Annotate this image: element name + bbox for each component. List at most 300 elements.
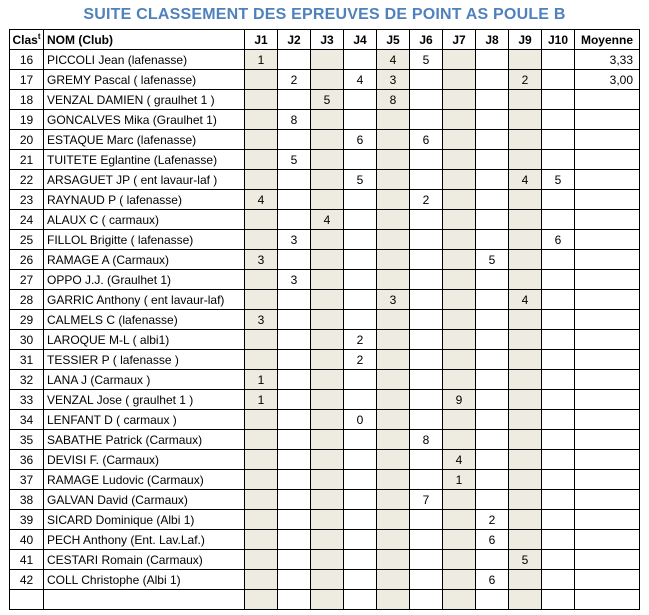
score-cell-j6: 7	[410, 490, 443, 510]
rank-cell: 17	[10, 70, 44, 90]
score-cell-j2: 3	[278, 270, 311, 290]
average-cell	[575, 290, 640, 310]
score-cell-j8	[476, 190, 509, 210]
score-cell-j4: 6	[344, 130, 377, 150]
score-cell-j5: 3	[377, 290, 410, 310]
rank-cell: 39	[10, 510, 44, 530]
score-cell-j1: 4	[245, 190, 278, 210]
score-cell-j6: 2	[410, 190, 443, 210]
score-cell-j5	[377, 190, 410, 210]
score-cell-j8: 6	[476, 570, 509, 590]
score-cell-j1	[245, 70, 278, 90]
rank-cell: 31	[10, 350, 44, 370]
score-cell-j6	[410, 450, 443, 470]
score-cell-j1: 3	[245, 310, 278, 330]
rank-cell: 24	[10, 210, 44, 230]
score-cell-j5	[377, 430, 410, 450]
score-cell-j7	[443, 510, 476, 530]
score-cell-j1	[245, 510, 278, 530]
score-cell-j5: 3	[377, 70, 410, 90]
rank-header-sup: t	[37, 32, 41, 41]
score-cell-j6	[410, 530, 443, 550]
score-cell-j5	[377, 510, 410, 530]
score-cell-j2	[278, 250, 311, 270]
score-cell-j2	[278, 190, 311, 210]
score-cell-j2: 5	[278, 150, 311, 170]
table-row	[10, 410, 640, 430]
score-cell-j3	[311, 130, 344, 150]
score-cell-j4	[344, 90, 377, 110]
score-cell-j10	[542, 250, 575, 270]
header-row	[10, 30, 640, 50]
table-row	[10, 350, 640, 370]
table-row	[10, 510, 640, 530]
table-row	[10, 270, 640, 290]
table-row	[10, 130, 640, 150]
score-cell-j9	[509, 50, 542, 70]
score-cell-j8	[476, 390, 509, 410]
score-cell-j10	[542, 270, 575, 290]
score-cell-j10	[542, 150, 575, 170]
player-name-cell: GARRIC Anthony ( ent lavaur-laf)	[44, 290, 245, 310]
score-cell-j1	[245, 550, 278, 570]
average-cell	[575, 90, 640, 110]
score-cell-j3	[311, 570, 344, 590]
score-cell-j10: 5	[542, 170, 575, 190]
score-cell-j8	[476, 270, 509, 290]
score-cell-j1	[245, 290, 278, 310]
score-cell-j9: 4	[509, 290, 542, 310]
score-cell-j3	[311, 350, 344, 370]
score-cell-j3	[311, 50, 344, 70]
score-cell-j5	[377, 350, 410, 370]
rank-cell: 36	[10, 450, 44, 470]
player-name-cell: FILLOL Brigitte ( lafenasse)	[44, 230, 245, 250]
score-cell-j10	[542, 410, 575, 430]
average-cell	[575, 270, 640, 290]
score-cell-j2	[278, 50, 311, 70]
score-cell-j9	[509, 490, 542, 510]
score-cell-j1	[245, 530, 278, 550]
score-cell-j1	[245, 90, 278, 110]
player-name-cell: GALVAN David (Carmaux)	[44, 490, 245, 510]
score-cell-j3	[311, 190, 344, 210]
score-cell-j10	[542, 510, 575, 530]
score-cell-j10	[542, 190, 575, 210]
table-body	[10, 50, 640, 610]
score-cell-j4	[344, 50, 377, 70]
score-cell-j5	[377, 170, 410, 190]
score-cell-j2	[278, 430, 311, 450]
rank-cell: 16	[10, 50, 44, 70]
score-cell-j5	[377, 390, 410, 410]
player-name-cell: TUITETE Eglantine (Lafenasse)	[44, 150, 245, 170]
rank-cell: 21	[10, 150, 44, 170]
score-cell-j2	[278, 410, 311, 430]
score-cell-j9: 4	[509, 170, 542, 190]
table-row	[10, 150, 640, 170]
score-cell-j7: 9	[443, 390, 476, 410]
score-cell-j6: 6	[410, 130, 443, 150]
table-row	[10, 450, 640, 470]
score-cell-j9	[509, 110, 542, 130]
player-name-cell: SABATHE Patrick (Carmaux)	[44, 430, 245, 450]
player-name-cell: GONCALVES Mika (Graulhet 1)	[44, 110, 245, 130]
score-cell-j4: 4	[344, 70, 377, 90]
score-cell-j8	[476, 490, 509, 510]
table-row	[10, 170, 640, 190]
rank-cell: 35	[10, 430, 44, 450]
average-cell	[575, 410, 640, 430]
score-cell-j6: 5	[410, 50, 443, 70]
score-cell-j8	[476, 170, 509, 190]
score-cell-j10	[542, 110, 575, 130]
score-cell-j7	[443, 90, 476, 110]
score-cell-j7	[443, 410, 476, 430]
player-name-cell: TESSIER P ( lafenasse )	[44, 350, 245, 370]
rank-cell: 33	[10, 390, 44, 410]
score-cell-j8	[476, 150, 509, 170]
average-cell	[575, 510, 640, 530]
score-cell-j6	[410, 590, 443, 610]
score-cell-j6	[410, 410, 443, 430]
score-cell-j5	[377, 370, 410, 390]
score-cell-j1	[245, 470, 278, 490]
score-cell-j4	[344, 370, 377, 390]
score-cell-j3	[311, 430, 344, 450]
table-row	[10, 390, 640, 410]
score-cell-j2	[278, 350, 311, 370]
score-cell-j9	[509, 230, 542, 250]
score-cell-j2: 8	[278, 110, 311, 130]
rank-cell: 34	[10, 410, 44, 430]
score-cell-j8	[476, 450, 509, 470]
score-cell-j7	[443, 130, 476, 150]
rank-cell: 42	[10, 570, 44, 590]
rank-cell: 23	[10, 190, 44, 210]
score-cell-j7: 1	[443, 470, 476, 490]
score-cell-j6	[410, 210, 443, 230]
score-cell-j2	[278, 470, 311, 490]
score-cell-j2	[278, 210, 311, 230]
score-cell-j10	[542, 330, 575, 350]
table-row	[10, 570, 640, 590]
score-cell-j7	[443, 150, 476, 170]
score-cell-j5	[377, 330, 410, 350]
player-name-cell: LENFANT D ( carmaux )	[44, 410, 245, 430]
score-cell-j8	[476, 230, 509, 250]
score-cell-j7	[443, 430, 476, 450]
score-cell-j2	[278, 290, 311, 310]
score-cell-j10	[542, 530, 575, 550]
score-cell-j9	[509, 370, 542, 390]
round-header-j6: J6	[410, 30, 443, 50]
score-cell-j10	[542, 350, 575, 370]
player-name-cell: CESTARI Romain (Carmaux)	[44, 550, 245, 570]
score-cell-j4: 2	[344, 330, 377, 350]
player-name-cell: ESTAQUE Marc (lafenasse)	[44, 130, 245, 150]
average-cell	[575, 330, 640, 350]
score-cell-j6	[410, 510, 443, 530]
score-cell-j6	[410, 270, 443, 290]
score-cell-j5	[377, 590, 410, 610]
score-cell-j9	[509, 90, 542, 110]
score-cell-j9	[509, 430, 542, 450]
score-cell-j5: 8	[377, 90, 410, 110]
score-cell-j5	[377, 110, 410, 130]
score-cell-j6	[410, 230, 443, 250]
score-cell-j6	[410, 350, 443, 370]
score-cell-j4	[344, 590, 377, 610]
round-header-j7: J7	[443, 30, 476, 50]
score-cell-j7	[443, 530, 476, 550]
rank-header: Clas$^t$	[10, 30, 44, 50]
score-cell-j1	[245, 230, 278, 250]
score-cell-j4	[344, 230, 377, 250]
table-row	[10, 370, 640, 390]
player-name-cell: ARSAGUET JP ( ent lavaur-laf )	[44, 170, 245, 190]
average-cell	[575, 430, 640, 450]
average-cell	[575, 370, 640, 390]
score-cell-j4	[344, 530, 377, 550]
score-cell-j2	[278, 570, 311, 590]
score-cell-j6	[410, 170, 443, 190]
score-cell-j6	[410, 110, 443, 130]
score-cell-j4	[344, 510, 377, 530]
score-cell-j6	[410, 150, 443, 170]
score-cell-j3	[311, 390, 344, 410]
score-cell-j3	[311, 490, 344, 510]
score-cell-j6	[410, 470, 443, 490]
score-cell-j3	[311, 70, 344, 90]
score-cell-j4	[344, 570, 377, 590]
average-cell	[575, 550, 640, 570]
score-cell-j1: 1	[245, 390, 278, 410]
score-cell-j1: 1	[245, 370, 278, 390]
score-cell-j7	[443, 550, 476, 570]
score-cell-j1	[245, 330, 278, 350]
score-cell-j5	[377, 230, 410, 250]
name-header: NOM (Club)	[44, 30, 245, 50]
rank-cell: 18	[10, 90, 44, 110]
round-header-j2: J2	[278, 30, 311, 50]
average-cell	[575, 530, 640, 550]
score-cell-j1	[245, 450, 278, 470]
score-cell-j3	[311, 330, 344, 350]
score-cell-j3	[311, 290, 344, 310]
score-cell-j5	[377, 550, 410, 570]
average-header: Moyenne	[575, 30, 640, 50]
round-header-j4: J4	[344, 30, 377, 50]
score-cell-j2	[278, 370, 311, 390]
score-cell-j7	[443, 570, 476, 590]
score-cell-j8	[476, 90, 509, 110]
player-name-cell: PICCOLI Jean (lafenasse)	[44, 50, 245, 70]
score-cell-j3	[311, 510, 344, 530]
score-cell-j8	[476, 50, 509, 70]
score-cell-j4	[344, 150, 377, 170]
average-cell	[575, 570, 640, 590]
rank-cell	[10, 590, 44, 610]
average-cell	[575, 590, 640, 610]
score-cell-j6	[410, 550, 443, 570]
score-cell-j9	[509, 470, 542, 490]
score-cell-j6	[410, 330, 443, 350]
score-cell-j10	[542, 430, 575, 450]
score-cell-j1	[245, 130, 278, 150]
rank-cell: 40	[10, 530, 44, 550]
score-cell-j8	[476, 350, 509, 370]
score-cell-j4: 0	[344, 410, 377, 430]
score-cell-j3: 4	[311, 210, 344, 230]
rank-cell: 22	[10, 170, 44, 190]
average-cell	[575, 230, 640, 250]
score-cell-j1	[245, 210, 278, 230]
average-cell	[575, 470, 640, 490]
score-cell-j3	[311, 530, 344, 550]
score-cell-j10	[542, 310, 575, 330]
score-cell-j7	[443, 350, 476, 370]
round-header-j5: J5	[377, 30, 410, 50]
player-name-cell: LAROQUE M-L ( albi1)	[44, 330, 245, 350]
score-cell-j1	[245, 430, 278, 450]
average-cell	[575, 210, 640, 230]
rank-cell: 30	[10, 330, 44, 350]
score-cell-j3	[311, 110, 344, 130]
round-header-j10: J10	[542, 30, 575, 50]
score-cell-j7	[443, 230, 476, 250]
score-cell-j2	[278, 450, 311, 470]
score-cell-j1	[245, 270, 278, 290]
score-cell-j4	[344, 550, 377, 570]
score-cell-j5	[377, 450, 410, 470]
score-cell-j6	[410, 90, 443, 110]
score-cell-j3	[311, 450, 344, 470]
score-cell-j1	[245, 410, 278, 430]
score-cell-j5	[377, 530, 410, 550]
score-cell-j7	[443, 70, 476, 90]
score-cell-j3	[311, 550, 344, 570]
player-name-cell: OPPO J.J. (Graulhet 1)	[44, 270, 245, 290]
score-cell-j10	[542, 450, 575, 470]
table-row	[10, 430, 640, 450]
score-cell-j9	[509, 150, 542, 170]
player-name-cell: GREMY Pascal ( lafenasse)	[44, 70, 245, 90]
score-cell-j2	[278, 310, 311, 330]
score-cell-j8: 5	[476, 250, 509, 270]
score-cell-j10	[542, 470, 575, 490]
score-cell-j5	[377, 210, 410, 230]
score-cell-j9	[509, 350, 542, 370]
score-cell-j5	[377, 150, 410, 170]
average-cell	[575, 110, 640, 130]
score-cell-j2: 2	[278, 70, 311, 90]
score-cell-j8	[476, 330, 509, 350]
average-cell	[575, 350, 640, 370]
score-cell-j7	[443, 170, 476, 190]
score-cell-j6	[410, 390, 443, 410]
score-cell-j5	[377, 490, 410, 510]
table-row	[10, 50, 640, 70]
score-cell-j5	[377, 470, 410, 490]
score-cell-j5	[377, 130, 410, 150]
player-name-cell: CALMELS C (lafenasse)	[44, 310, 245, 330]
score-cell-j7	[443, 590, 476, 610]
score-cell-j1: 3	[245, 250, 278, 270]
average-cell	[575, 150, 640, 170]
score-cell-j9	[509, 270, 542, 290]
score-cell-j2	[278, 550, 311, 570]
score-cell-j10	[542, 370, 575, 390]
average-cell	[575, 130, 640, 150]
player-name-cell: COLL Christophe (Albi 1)	[44, 570, 245, 590]
score-cell-j7	[443, 290, 476, 310]
score-cell-j9	[509, 410, 542, 430]
score-cell-j7	[443, 310, 476, 330]
score-cell-j9	[509, 510, 542, 530]
table-row	[10, 490, 640, 510]
table-row	[10, 110, 640, 130]
score-cell-j1	[245, 170, 278, 190]
average-cell	[575, 390, 640, 410]
score-cell-j5	[377, 410, 410, 430]
score-cell-j9	[509, 190, 542, 210]
round-header-j3: J3	[311, 30, 344, 50]
score-cell-j10	[542, 210, 575, 230]
table-row	[10, 550, 640, 570]
score-cell-j1	[245, 590, 278, 610]
score-cell-j4	[344, 430, 377, 450]
score-cell-j7	[443, 210, 476, 230]
score-cell-j3	[311, 310, 344, 330]
score-cell-j4	[344, 110, 377, 130]
score-cell-j8	[476, 590, 509, 610]
score-cell-j4	[344, 450, 377, 470]
score-cell-j10	[542, 490, 575, 510]
rank-cell: 37	[10, 470, 44, 490]
rank-cell: 20	[10, 130, 44, 150]
rank-cell: 41	[10, 550, 44, 570]
table-row	[10, 470, 640, 490]
score-cell-j2	[278, 590, 311, 610]
score-cell-j9	[509, 590, 542, 610]
score-cell-j9	[509, 330, 542, 350]
player-name-cell: RAMAGE Ludovic (Carmaux)	[44, 470, 245, 490]
table-row	[10, 90, 640, 110]
average-cell	[575, 310, 640, 330]
score-cell-j9	[509, 130, 542, 150]
round-header-j1: J1	[245, 30, 278, 50]
score-cell-j7	[443, 270, 476, 290]
rank-cell: 25	[10, 230, 44, 250]
average-cell	[575, 250, 640, 270]
score-cell-j5	[377, 270, 410, 290]
player-name-cell: VENZAL DAMIEN ( graulhet 1 )	[44, 90, 245, 110]
player-name-cell: VENZAL Jose ( graulhet 1 )	[44, 390, 245, 410]
score-cell-j1	[245, 110, 278, 130]
player-name-cell: ALAUX C ( carmaux)	[44, 210, 245, 230]
score-cell-j10	[542, 130, 575, 150]
ranking-table	[9, 29, 640, 610]
score-cell-j3	[311, 590, 344, 610]
score-cell-j2	[278, 170, 311, 190]
score-cell-j4	[344, 490, 377, 510]
table-row	[10, 530, 640, 550]
score-cell-j6	[410, 370, 443, 390]
score-cell-j7	[443, 370, 476, 390]
score-cell-j8	[476, 370, 509, 390]
average-cell	[575, 490, 640, 510]
